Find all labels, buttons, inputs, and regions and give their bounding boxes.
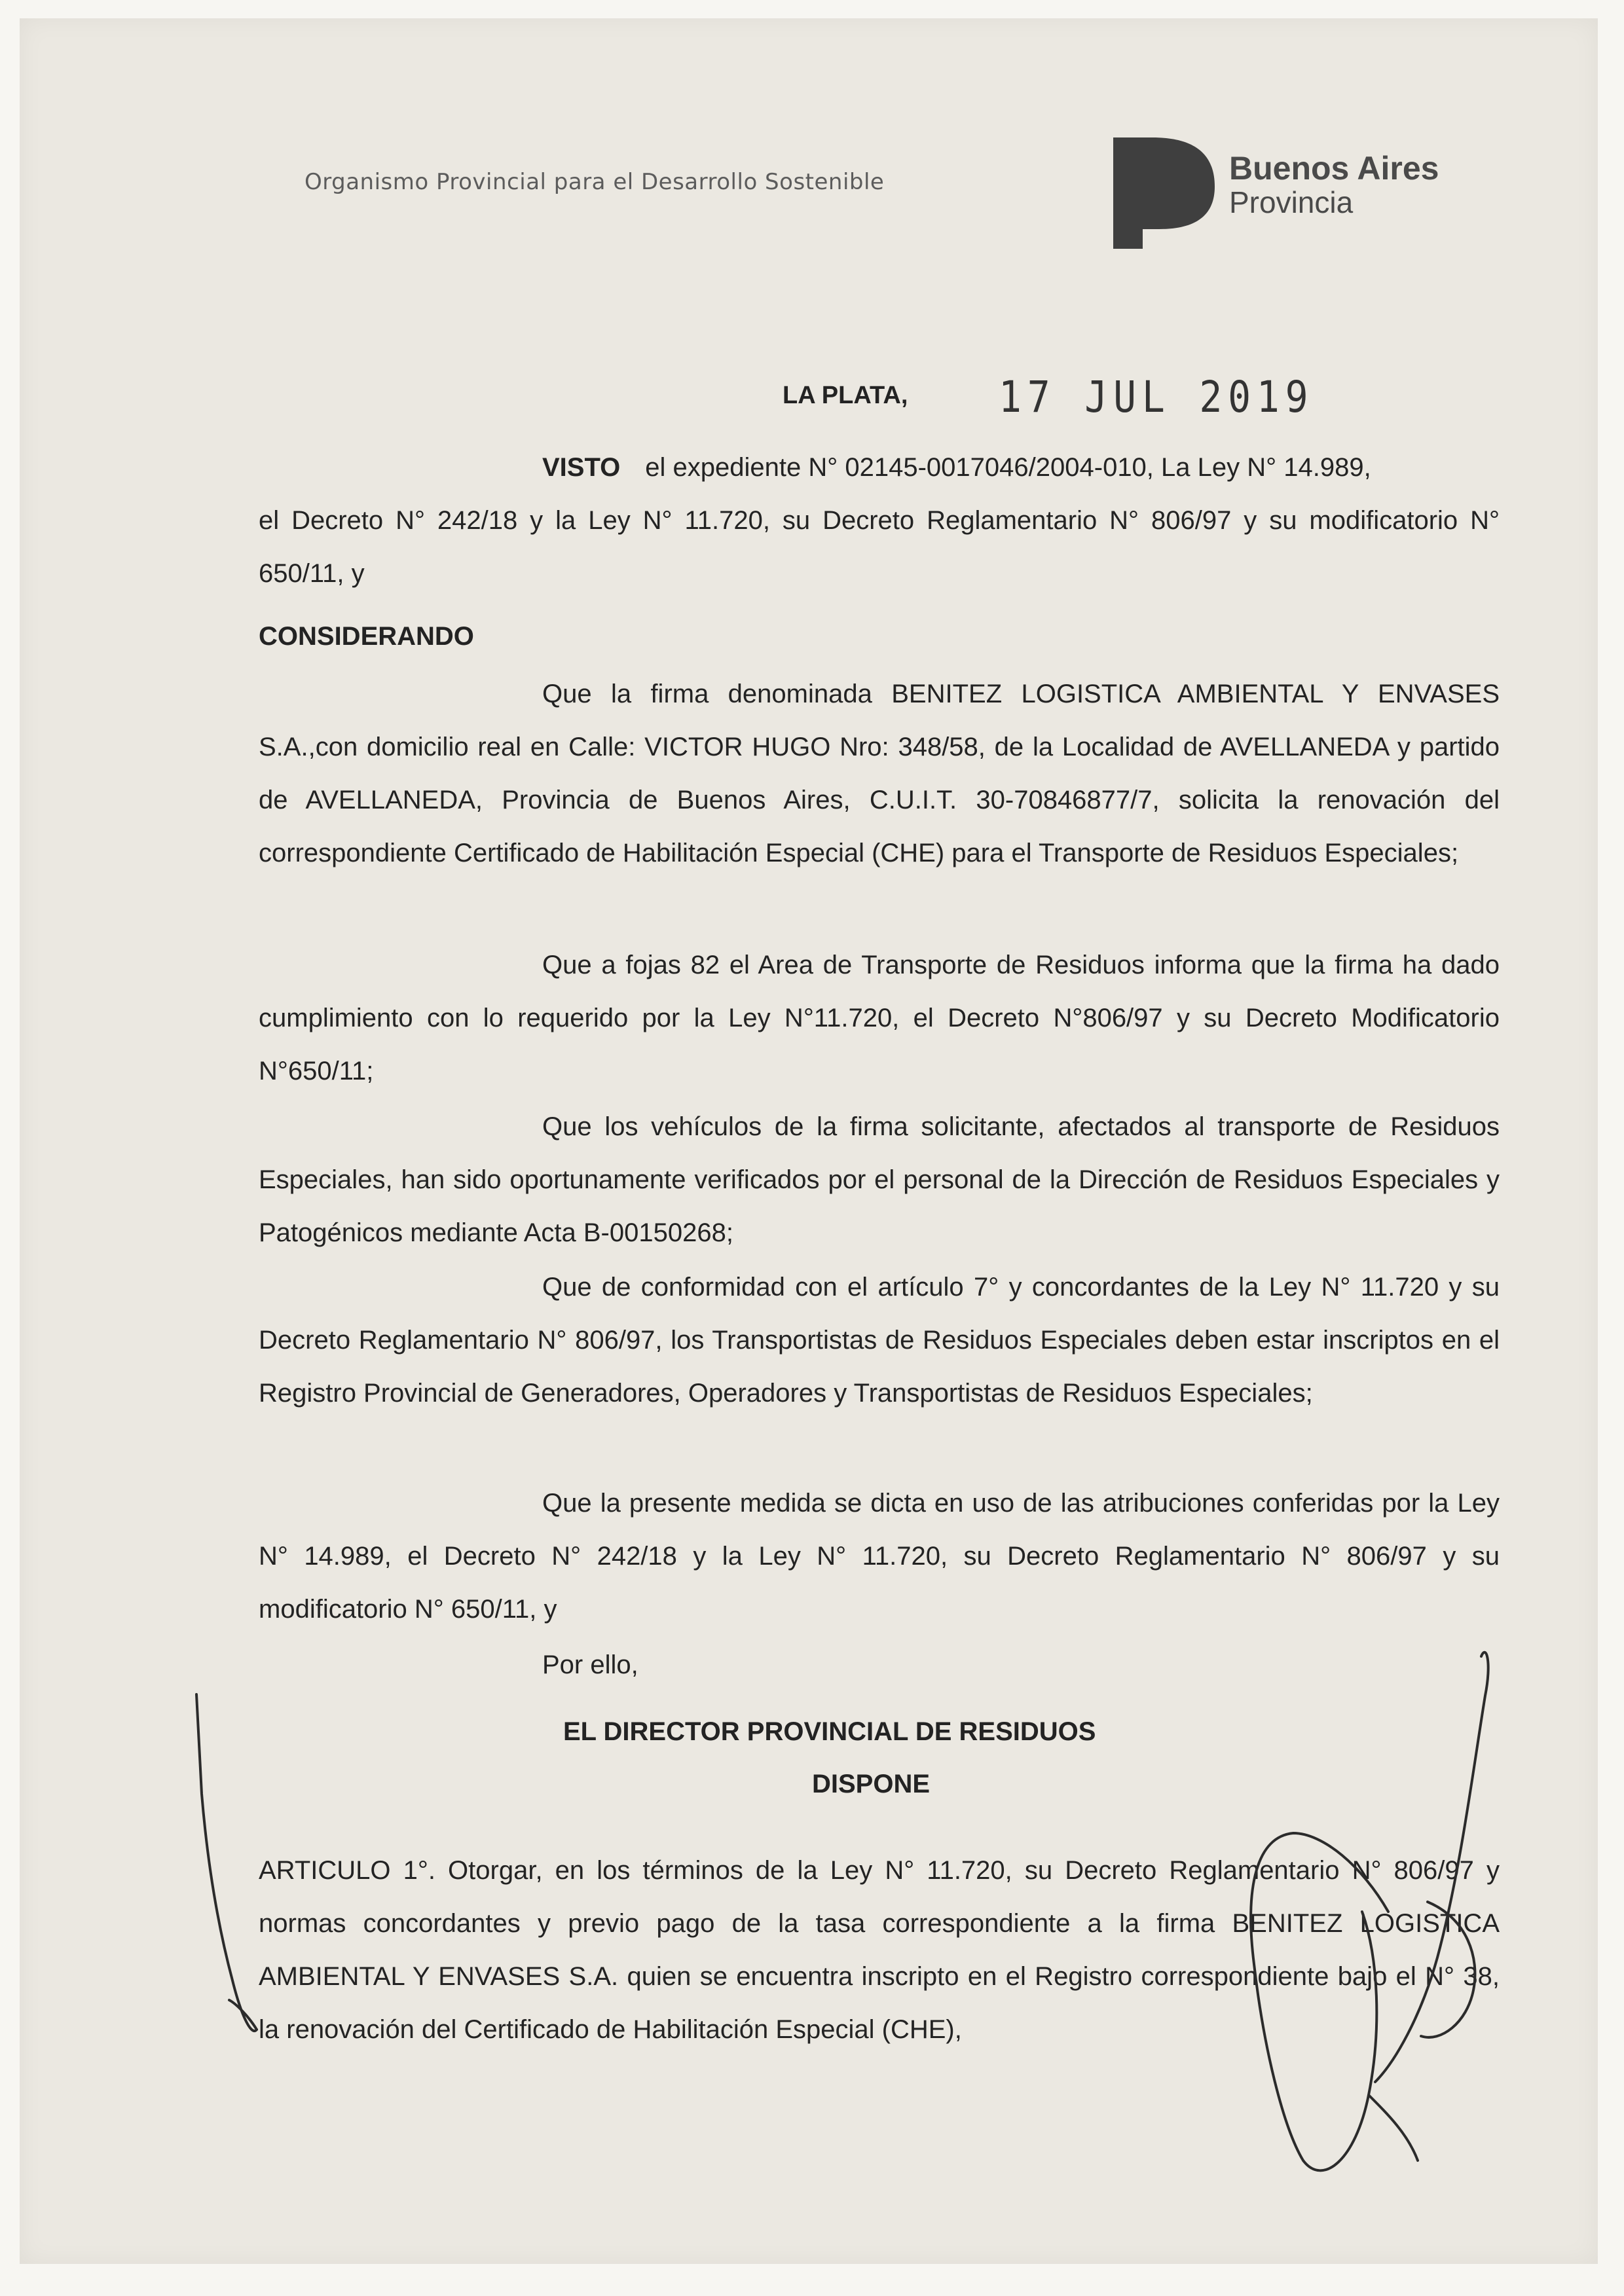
considerando-paragraph-1: Que la firma denominada BENITEZ LOGISTICA AMBIENTAL Y ENVASES S.A.,con domicilio real en Calle: VICTOR HUGO Nro: 348/58, de la Localidad de AVELLANEDA y partido de AVELLANEDA, Provincia de Buenos Aires, C.U.I.T. 30-70846877/7, solicita la renovación del correspondiente Certificado de Habilitación Especial (CHE) para el Transporte de Residuos Especiales; — [259, 680, 1500, 867]
article-1: ARTICULO 1°. Otorgar, en los términos de la Ley N° 11.720, su Decreto Reglamentario N° 806/97 y normas concordantes y previo pago de la tasa correspondiente a la firma BENITEZ LOGISTICA AMBIENTAL Y ENVASES S.A. quien se encuentra inscripto en el Registro correspondiente bajo el N° 38, la renovación del Certificado de Habilitación Especial (CHE), — [259, 1856, 1500, 2044]
por-ello: Por ello, — [542, 1650, 638, 1679]
considerando-paragraph-2: Que a fojas 82 el Area de Transporte de Residuos informa que la firma ha dado cumplimiento con lo requerido por la Ley N°11.720, el Decreto N°806/97 y su Decreto Modificatorio N°650/11; — [259, 951, 1500, 1085]
dispone-heading: DISPONE — [812, 1770, 931, 1798]
date-stamp: 17 JUL 2019 — [999, 372, 1314, 422]
logo-text-provincia: Provincia — [1229, 185, 1354, 219]
considerando-paragraph-5: Que la presente medida se dicta en uso de las atribuciones conferidas por la Ley N° 14.989, el Decreto N° 242/18 y la Ley N° 11.720, su Decreto Reglamentario N° 806/97 y su modificatorio N° 650/11, y — [259, 1489, 1500, 1624]
date-place: LA PLATA, — [783, 382, 908, 409]
considerando-paragraph-3: Que los vehículos de la firma solicitante, afectados al transporte de Residuos Especiales, han sido oportunamente verificados por el personal de la Dirección de Residuos Especiales y Patogénicos mediante Acta B-00150268; — [259, 1112, 1500, 1247]
logo-text-buenos-aires: Buenos Aires — [1229, 150, 1439, 187]
considerando-heading: CONSIDERANDO — [259, 622, 474, 651]
considerando-paragraph-4: Que de conformidad con el artículo 7° y concordantes de la Ley N° 11.720 y su Decreto Reglamentario N° 806/97, los Transportistas de Residuos Especiales deben estar inscriptos en el Registro Provincial de Generadores, Operadores y Transportistas de Residuos Especiales; — [259, 1273, 1500, 1408]
visto-rest: el Decreto N° 242/18 y la Ley N° 11.720, su Decreto Reglamentario N° 806/97 y su modificatorio N° 650/11, y — [259, 506, 1500, 588]
authority-heading: EL DIRECTOR PROVINCIAL DE RESIDUOS — [563, 1717, 1096, 1746]
agency-name: Organismo Provincial para el Desarrollo Sostenible — [304, 169, 885, 195]
visto-line1: el expediente N° 02145-0017046/2004-010, La Ley N° 14.989, — [645, 453, 1371, 482]
visto-label: VISTO — [542, 453, 621, 482]
